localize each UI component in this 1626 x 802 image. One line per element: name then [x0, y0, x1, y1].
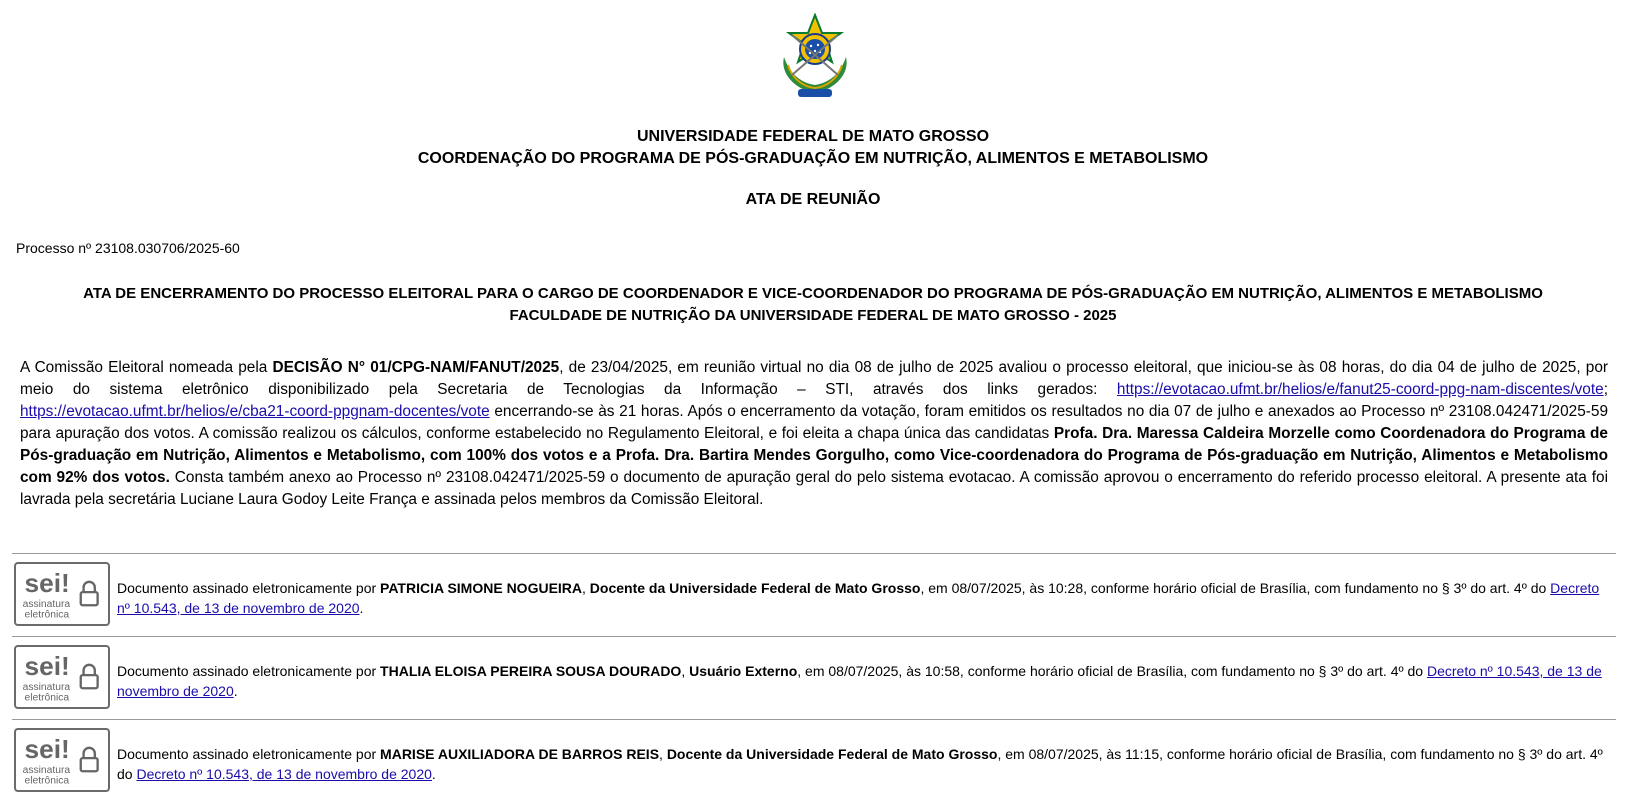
seal-line1: assinatura — [22, 682, 71, 694]
evotacao-discentes-link[interactable]: https://evotacao.ufmt.br/helios/e/fanut25-coord-ppg-nam-discentes/vote — [1116, 381, 1604, 398]
signer-role: Docente da Universidade Federal de Mato Grosso — [589, 580, 921, 596]
signature-prefix: Documento assinado eletronicamente por — [117, 580, 381, 596]
body-text-4: encerrando-se às 21 horas. Após o encerramento da votação, foram emitidos os resultados no dia 07 de julho e anexados ao Processo nº 23108.042471/2025-59 para apuração dos votos. A comissão realizou os cálculos, conforme estabelecido no Regulamento Eleitoral, e foi eleita a chapa única das candidatas — [20, 403, 1608, 442]
seal-line2: eletrônica — [24, 775, 70, 787]
body-text-1: A Comissão Eleitoral nomeada pela — [20, 359, 273, 376]
signature-text — [117, 578, 1606, 618]
seal-line1: assinatura — [22, 599, 71, 611]
signature-details: , em 08/07/2025, às 10:28, conforme horário oficial de Brasília, com fundamento no § 3º do art. 4º do — [920, 580, 1551, 596]
signature-prefix: Documento assinado eletronicamente por — [117, 746, 381, 762]
signature-text — [117, 744, 1606, 784]
elected-candidates: Profa. Dra. Maressa Caldeira Morzelle como Coordenadora do Programa de Pós-graduação em Nutrição, Alimentos e Metabolismo, com 100% dos votos e a Profa. Dra. Bartira Mendes Gorgulho, como Vice-coordenadora do Programa de Pós-graduação em Nutrição, Alimentos e Metabolismo com 92% dos votos. — [20, 425, 1608, 486]
coordination-name: COORDENAÇÃO DO PROGRAMA DE PÓS-GRADUAÇÃO EM NUTRIÇÃO, ALIMENTOS E METABOLISMO — [417, 150, 1209, 167]
body-text-2: , de 23/04/2025, em reunião virtual no dia 08 de julho de 2025 avaliou o processo eleitoral, que iniciou-se às 08 horas, do dia 04 de julho de 2025, por meio do sistema eletrônico disponibilizado pela Secretaria de Tecnologias da Informação – STI, através dos links gerados: — [20, 359, 1609, 398]
signature-end: . — [431, 766, 436, 782]
seal-line2: eletrônica — [24, 692, 70, 704]
sei-signature-seal-icon — [14, 728, 110, 792]
signature-text — [117, 661, 1606, 701]
signature-list — [12, 553, 1616, 802]
signature-separator: , — [582, 580, 590, 596]
signature-separator: , — [659, 746, 667, 762]
document-type-heading: ATA DE REUNIÃO — [745, 191, 881, 208]
signer-name: THALIA ELOISA PEREIRA SOUSA DOURADO — [380, 663, 682, 679]
coat-of-arms-logo — [770, 13, 860, 103]
signature-end: . — [233, 683, 238, 699]
sei-signature-seal-icon — [14, 562, 110, 626]
signer-name: MARISE AUXILIADORA DE BARROS REIS — [380, 746, 660, 762]
decree-link[interactable]: Decreto nº 10.543, de 13 de novembro de 2020 — [136, 766, 432, 782]
body-text-5: Consta também anexo ao Processo nº 23108.042471/2025-59 o documento de apuração geral do pelo sistema evotacao. A comissão aprovou o encerramento do referido processo eleitoral. A presente ata foi lavrada pela secretária Luciane Laura Godoy Leite França e assinada pelos membros da Comissão Eleitoral. — [20, 469, 1608, 508]
ata-title: ATA DE ENCERRAMENTO DO PROCESSO ELEITORAL PARA O CARGO DE COORDENADOR E VICE-COORDENADOR DO PROGRAMA DE PÓS-GRADUAÇÃO EM NUTRIÇÃO, ALIMENTOS E METABOLISMO FACULDADE DE NUTRIÇÃO DA UNIVERSIDADE FEDERAL DE MATO GROSSO - 2025 — [83, 285, 1543, 324]
decree-link[interactable]: Decreto nº 10.543, de 13 de novembro de 2020 — [117, 580, 1600, 616]
seal-brand: sei! — [24, 734, 70, 765]
signature-details: , em 08/07/2025, às 11:15, conforme horário oficial de Brasília, com fundamento no § 3º do art. 4º do — [117, 746, 1603, 782]
signature-block — [12, 553, 1616, 636]
body-text-3: ; — [1603, 381, 1608, 398]
signer-name: PATRICIA SIMONE NOGUEIRA — [380, 580, 583, 596]
seal-brand: sei! — [24, 568, 70, 599]
signature-block — [12, 636, 1616, 719]
university-name: UNIVERSIDADE FEDERAL DE MATO GROSSO — [636, 128, 990, 145]
signature-block — [12, 719, 1616, 802]
decree-link[interactable]: Decreto nº 10.543, de 13 de novembro de 2020 — [117, 663, 1602, 699]
decision-reference: DECISÃO N° 01/CPG-NAM/FANUT/2025 — [272, 359, 560, 376]
signature-separator: , — [681, 663, 690, 679]
signer-role: Docente da Universidade Federal de Mato Grosso — [666, 746, 998, 762]
signature-details: , em 08/07/2025, às 10:58, conforme horário oficial de Brasília, com fundamento no § 3º do art. 4º do — [797, 663, 1427, 679]
seal-brand: sei! — [24, 651, 70, 682]
signature-end: . — [359, 600, 364, 616]
seal-line2: eletrônica — [24, 609, 70, 621]
signature-prefix: Documento assinado eletronicamente por — [117, 663, 381, 679]
ata-body-paragraph — [20, 357, 1608, 511]
seal-line1: assinatura — [22, 765, 71, 777]
evotacao-docentes-link[interactable]: https://evotacao.ufmt.br/helios/e/cba21-coord-ppgnam-docentes/vote — [20, 403, 490, 420]
process-number: Processo nº 23108.030706/2025-60 — [16, 240, 240, 256]
sei-signature-seal-icon — [14, 645, 110, 709]
signer-role: Usuário Externo — [689, 663, 798, 679]
